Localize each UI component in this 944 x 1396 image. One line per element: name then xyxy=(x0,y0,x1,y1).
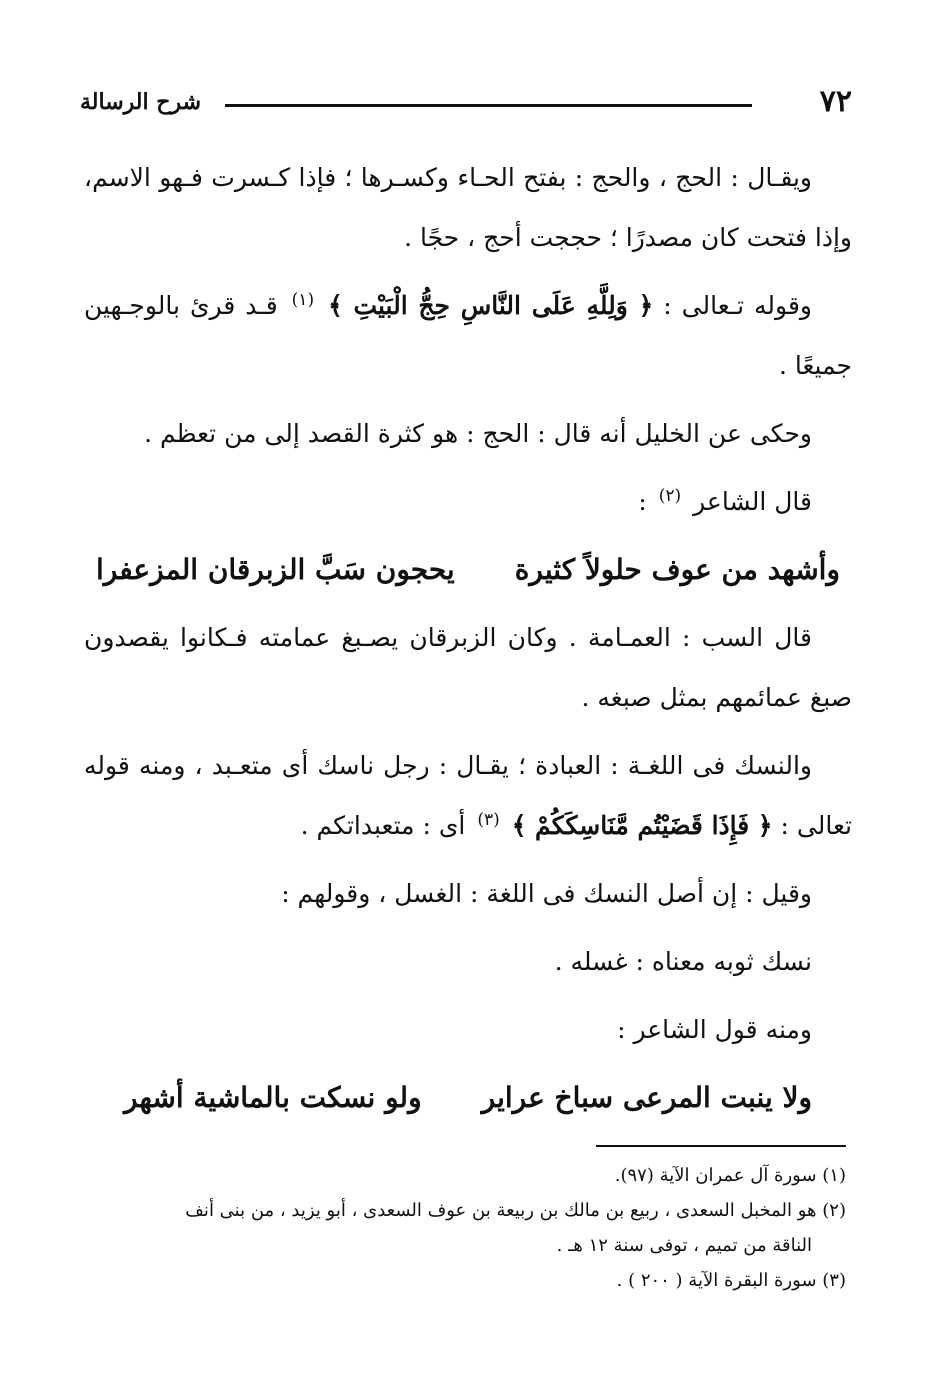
paragraph-khalil: وحكى عن الخليل أنه قال : الحج : هو كثرة القصد إلى من تعظم . xyxy=(144,419,812,448)
body-text xyxy=(84,148,852,1136)
paragraph-nusk-origin: وقيل : إن أصل النسك فى اللغة : الغسل ، وقولهم : xyxy=(281,879,812,908)
running-title: شرح الرسالة xyxy=(80,89,202,115)
poetry-verse-2 xyxy=(84,1068,852,1128)
quran-verse: ﴿ فَإِذَا قَضَيْتُم مَّنَاسِكَكُمْ ﴾ xyxy=(511,811,773,840)
paragraph-quran-hajj xyxy=(84,276,852,396)
verse-hemistich-second: يحجون سَبَّ الزبرقان المزعفرا xyxy=(96,553,455,586)
verse-hemistich-first: ولا ينبت المرعى سباخ عراير xyxy=(481,1081,812,1114)
text: وقوله تـعالى : xyxy=(663,291,812,320)
text: والنسك فى اللغـة : العبادة ؛ يقـال : رجل ناسك أى متعـبد ، ومنه قوله تعالى : xyxy=(84,751,852,840)
paragraph-nusk-meaning: نسك ثوبه معناه : غسله . xyxy=(554,947,812,976)
page-header xyxy=(80,82,852,122)
poetry-verse-1 xyxy=(84,540,852,600)
text: أى : متعبداتكم . xyxy=(300,811,466,840)
footnote-2-text: (٢) هو المخبل السعدى ، ربيع بن مالك بن ربيعة بن عوف السعدى ، أبو يزيد ، من بنى أنف xyxy=(185,1200,846,1221)
footnote-separator xyxy=(596,1145,846,1147)
quran-verse: ﴿ وَلِلَّهِ عَلَى النَّاسِ حِجُّ الْبَيْتِ ﴾ xyxy=(328,291,654,320)
footnote-ref-1: (١) xyxy=(291,289,315,310)
paragraph-nusk xyxy=(84,736,852,856)
verse-hemistich-second: ولو نسكت بالماشية أشهر xyxy=(124,1081,422,1114)
text: قـد قرئ بالوجـهين جميعًا . xyxy=(84,291,852,380)
paragraph-sabb: قال السب : العمـامة . وكان الزبرقان يصـبغ عمامته فـكانوا يقصدون صبغ عمائمهم بمثل صبغه . xyxy=(84,623,852,712)
text: : xyxy=(638,487,647,516)
paragraph-hajj-definition: ويقـال : الحج ، والحج : بفتح الحـاء وكسـرها ؛ فإذا كـسرت فـهو الاسم، وإذا فتحت كان مصدرًا ؛ حججت أحج ، حجًا . xyxy=(84,163,852,252)
text: قال الشاعر xyxy=(693,487,812,516)
footnote-2-continuation: الناقة من تميم ، توفى سنة ١٢ هـ . xyxy=(556,1235,812,1256)
footnote-1: (١) سورة آل عمران الآية (٩٧). xyxy=(614,1165,846,1186)
footnote-ref-2: (٢) xyxy=(658,485,682,506)
footnote-ref-3: (٣) xyxy=(477,809,500,830)
page-number: ٧٢ xyxy=(819,84,852,119)
footnote-2 xyxy=(84,1193,846,1263)
header-rule xyxy=(225,104,752,107)
paragraph-poet-intro xyxy=(84,472,852,532)
paragraph-poet-intro-2: ومنه قول الشاعر : xyxy=(617,1015,812,1044)
footnotes xyxy=(84,1158,846,1298)
verse-hemistich-first: وأشهد من عوف حلولاً كثيرة xyxy=(514,553,840,586)
footnote-3: (٣) سورة البقرة الآية ( ٢٠٠ ) . xyxy=(616,1270,846,1291)
